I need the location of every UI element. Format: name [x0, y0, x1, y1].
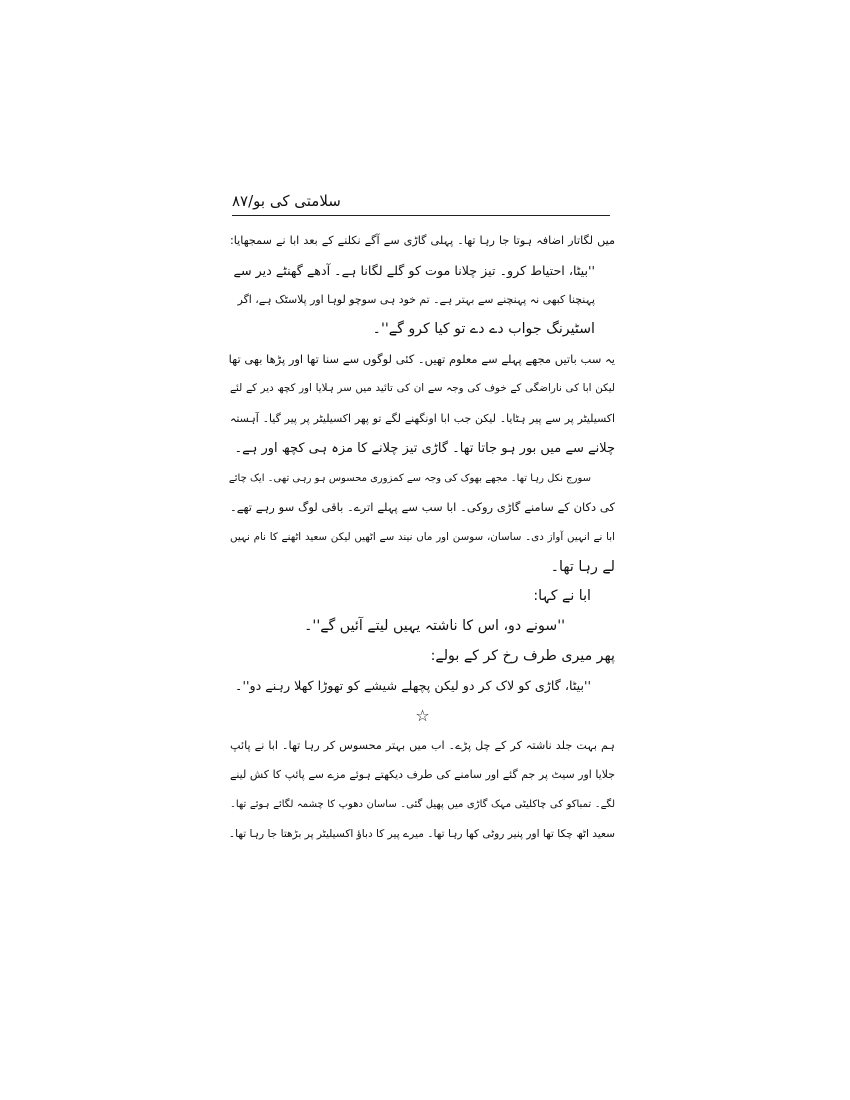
text-line: میں لگاتار اضافہ ہوتا جا رہا تھا۔ پہلی گاڑی سے آگے نکلنے کے بعد ابا نے سمجھایا:	[230, 234, 615, 247]
text-line: پہنچنا کبھی نہ پہنچنے سے بہتر ہے۔ تم خود ہی سوچو لوہا اور پلاسٹک ہے، اگر	[237, 293, 595, 307]
text-line: یہ سب باتیں مجھے پہلے سے معلوم تھیں۔ کئی لوگوں سے سنا تھا اور پڑھا بھی تھا	[228, 351, 615, 366]
text-line: سورج نکل رہا تھا۔ مجھے بھوک کی وجہ سے کمزوری محسوس ہو رہی تھی۔ ایک چائے	[228, 472, 591, 484]
section-break-star-icon: ☆	[415, 706, 430, 725]
running-head: سلامتی کی بو/۸۷	[232, 192, 341, 210]
text-line: ''سونے دو، اس کا ناشتہ یہیں لیتے آئیں گے''۔	[304, 617, 565, 634]
text-line: ''بیٹا، احتیاط کرو۔ تیز چلانا موت کو گلے لگانا ہے۔ آدھے گھنٹے دیر سے	[233, 262, 595, 278]
text-line: جلایا اور سیٹ پر جم گئے اور سامنے کی طرف دیکھتے ہوئے مزے سے پائپ کا کش لینے	[230, 768, 615, 782]
text-line: ہم بہت جلد ناشتہ کر کے چل پڑے۔ اب میں بہتر محسوس کر رہا تھا۔ ابا نے پائپ	[230, 738, 615, 752]
text-line: سعید اٹھ چکا تھا اور پنیر روٹی کھا رہا تھا۔ میرے پیر کا دباؤ اکسیلیٹر پر بڑھتا جا رہا تھا۔	[228, 827, 615, 840]
text-line: اسٹیرنگ جواب دے دے تو کیا کرو گے''۔	[372, 321, 595, 338]
text-line: لگے۔ تمباکو کی چاکلیٹی مہک گاڑی میں پھیل گئی۔ ساسان دھوپ کا چشمہ لگائے ہوئے تھا۔	[230, 799, 615, 811]
header-rule	[232, 215, 610, 216]
text-line: کی دکان کے سامنے گاڑی روکی۔ ابا سب سے پہلے اترے۔ باقی لوگ سو رہے تھے۔	[230, 500, 615, 515]
text-line: پھر میری طرف رخ کر کے بولے:	[430, 647, 615, 664]
body-text	[230, 226, 615, 849]
text-line: ''بیٹا، گاڑی کو لاک کر دو لیکن پچھلے شیشے کو تھوڑا کھلا رہنے دو''۔	[235, 678, 591, 694]
text-line: ابا نے کہا:	[533, 588, 591, 605]
text-line: اکسیلیٹر پر سے پیر ہٹایا۔ لیکن جب ابا اونگھنے لگے تو پھر اکسیلیٹر پر پیر گیا۔ آہستہ	[230, 412, 615, 426]
text-line: لیکن ابا کی ناراضگی کے خوف کی وجہ سے ان کی تائید میں سر ہلایا اور کچھ دیر کے لئے	[230, 382, 615, 395]
text-line: چلانے سے میں بور ہو جاتا تھا۔ گاڑی تیز چلانے کا مزہ ہی کچھ اور ہے۔	[234, 440, 615, 456]
text-line: لے رہا تھا۔	[550, 558, 615, 575]
text-line: ابا نے انہیں آواز دی۔ ساسان، سوسن اور ماں نیند سے اٹھیں لیکن سعید اٹھنے کا نام نہیں	[230, 530, 615, 543]
page-header	[232, 190, 610, 216]
